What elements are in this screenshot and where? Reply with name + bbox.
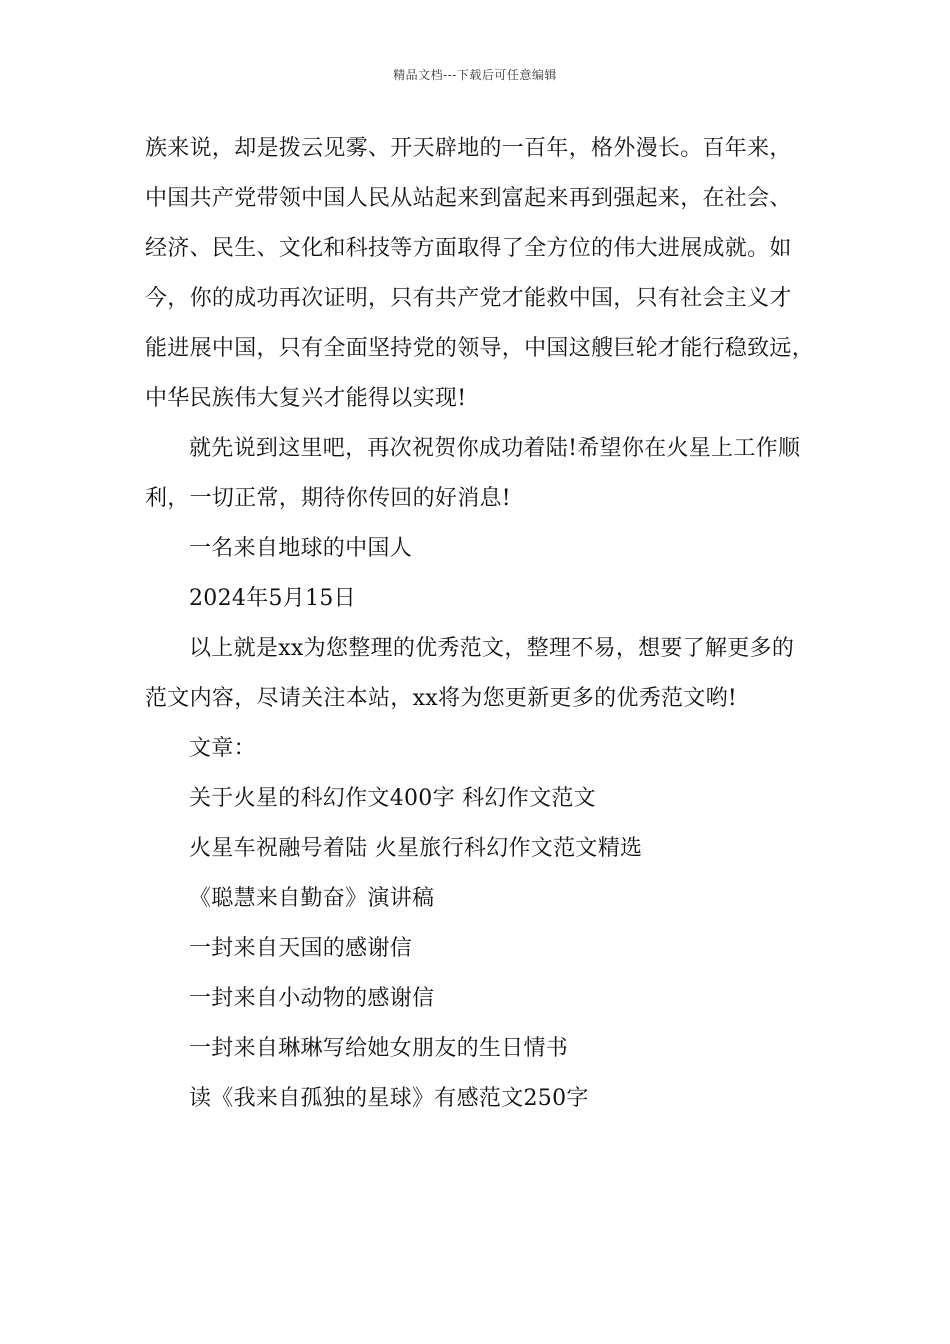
article-link[interactable]: 关于火星的科幻作文400字 科幻作文范文 xyxy=(189,786,596,811)
article-link[interactable]: 一封来自小动物的感谢信 xyxy=(189,986,435,1011)
article-link[interactable]: 《聪慧来自勤奋》演讲稿 xyxy=(189,886,435,911)
text-line: 以上就是xx为您整理的优秀范文，整理不易，想要了解更多的 xyxy=(189,636,795,661)
text-line: 族来说，却是拨云见雾、开天辟地的一百年，格外漫长。百年来， xyxy=(145,136,792,161)
signature-name: 一名来自地球的中国人 xyxy=(189,536,413,561)
text-line: 中华民族伟大复兴才能得以实现! xyxy=(145,386,467,411)
text-line: 利，一切正常，期待你传回的好消息! xyxy=(145,486,511,511)
article-link[interactable]: 火星车祝融号着陆 火星旅行科幻作文范文精选 xyxy=(189,836,643,861)
signature xyxy=(145,524,815,574)
text-line: 经济、民生、文化和科技等方面取得了全方位的伟大进展成就。如 xyxy=(145,236,792,261)
text-line: 中国共产党带领中国人民从站起来到富起来再到强起来，在社会、 xyxy=(145,186,792,211)
article-link[interactable]: 一封来自琳琳写给她女朋友的生日情书 xyxy=(189,1036,569,1061)
text-line: 就先说到这里吧，再次祝贺你成功着陆!希望你在火星上工作顺 xyxy=(189,436,801,461)
document-body xyxy=(145,124,815,1124)
text-line: 今，你的成功再次证明，只有共产党才能救中国，只有社会主义才 xyxy=(145,286,792,311)
article-link[interactable]: 读《我来自孤独的星球》有感范文250字 xyxy=(189,1086,589,1111)
date xyxy=(145,574,815,624)
text-line: 范文内容，尽请关注本站，xx将为您更新更多的优秀范文哟! xyxy=(145,686,738,711)
date-text: 2024年5月15日 xyxy=(189,586,356,611)
page-header: 精品文档---下载后可任意编辑 xyxy=(393,68,557,82)
paragraph-editor-note xyxy=(145,624,815,724)
paragraph-closing xyxy=(145,424,815,524)
articles-heading xyxy=(145,724,815,774)
text-line: 能进展中国，只有全面坚持党的领导，中国这艘巨轮才能行稳致远， xyxy=(145,336,815,361)
article-list xyxy=(145,774,815,1124)
article-link[interactable]: 一封来自天国的感谢信 xyxy=(189,936,413,961)
paragraph-continuation xyxy=(145,124,815,424)
articles-heading-text: 文章： xyxy=(189,736,256,761)
